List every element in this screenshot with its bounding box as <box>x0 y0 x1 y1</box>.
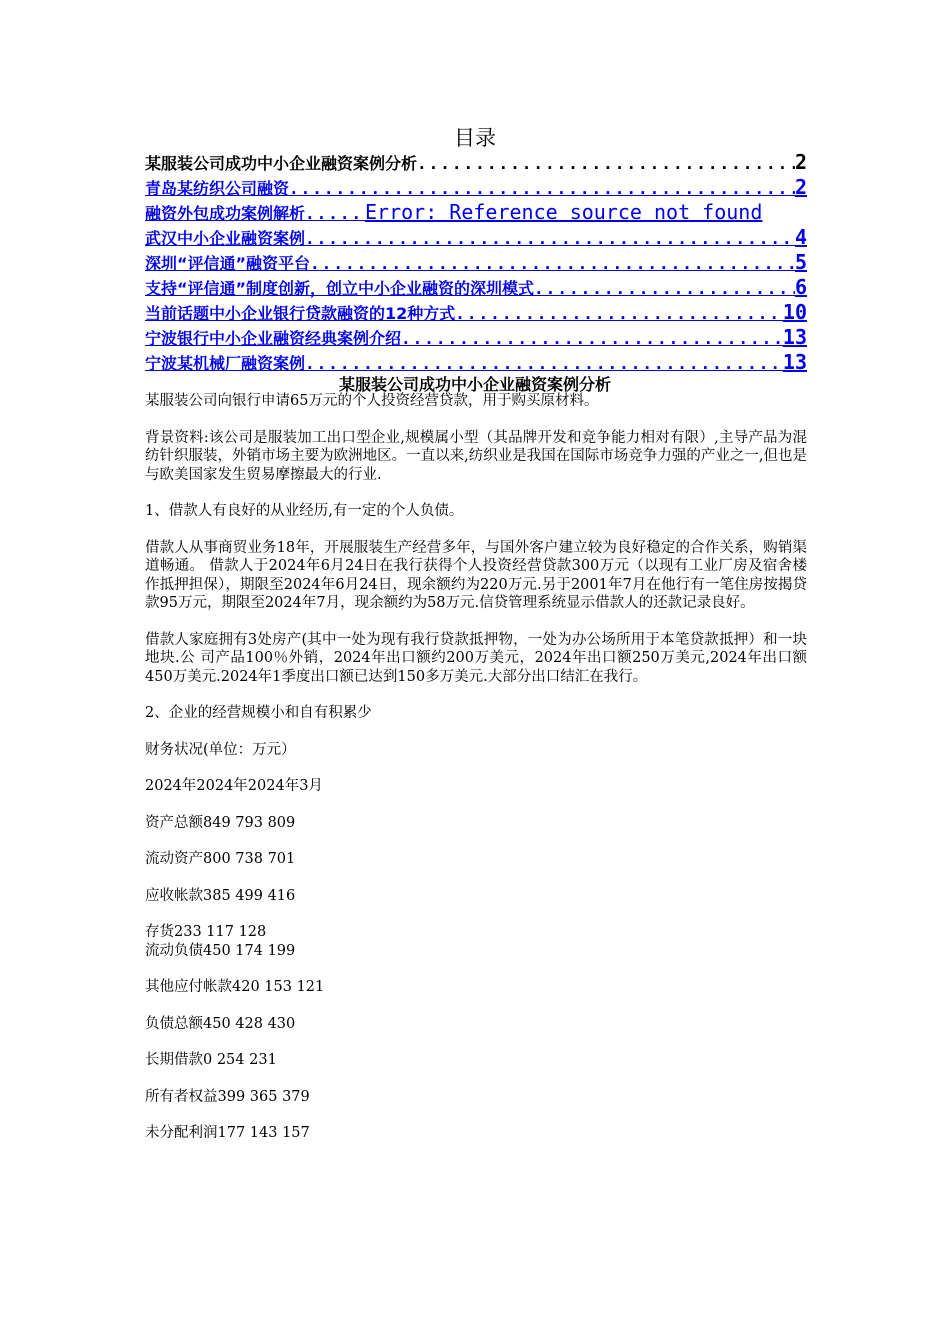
paragraph: 财务状况(单位：万元） <box>145 741 296 758</box>
toc-item-label: 武汉中小企业融资案例 <box>145 229 306 248</box>
financial-line: 流动资产800 738 701 <box>145 851 296 867</box>
toc-item-page: 5 <box>794 250 807 274</box>
toc-leader <box>305 204 365 223</box>
paragraph: 借款人从事商贸业务18年，开展服装生产经营多年，与国外客户建立较为良好稳定的合作关系，购销渠道畅通。 借款人于2024年6月24日在我行获得个人投资经营贷款300万元（以现有工业厂房及宿舍楼作抵押担保），期限至2024年6月24日，现余额约为220万元.另于2001年7月在他行有一笔住房按揭贷款95万元，期限至2024年7月，现余额约为58万元.信贷管理系统显示借款人的还款记录良好。 <box>145 539 807 611</box>
toc-item-label: 宁波某机械厂融资案例 <box>145 354 306 373</box>
toc-item-label: 融资外包成功案例解析 <box>145 204 306 223</box>
toc-title: 目录 <box>454 126 496 150</box>
toc-item[interactable] <box>145 150 807 175</box>
toc-leader <box>534 279 795 298</box>
financial-line: 其他应付帐款420 153 121 <box>145 979 325 995</box>
toc-item-page: 10 <box>782 300 807 324</box>
toc-item[interactable] <box>145 200 807 225</box>
financial-line: 未分配利润177 143 157 <box>145 1125 310 1141</box>
toc-item-label: 某服装公司成功中小企业融资案例分析 <box>145 154 418 173</box>
toc-item[interactable] <box>145 175 807 200</box>
toc-item-label: 支持“评信通”制度创新，创立中小企业融资的深圳模式 <box>145 279 535 298</box>
toc-item-page: Error: Reference source not found <box>365 200 763 224</box>
toc-leader <box>310 254 795 273</box>
toc-leader <box>305 229 795 248</box>
toc-leader <box>401 329 783 348</box>
paragraph: 背景资料:该公司是服装加工出口型企业,规模属小型（其品牌开发和竞争能力相对有限）,主导产品为混纺针织服装，外销市场主要为欧洲地区。一直以来,纺织业是我国在国际市场竞争力强的产业之一,但也是与欧美国家发生贸易摩擦最大的行业. <box>145 429 807 483</box>
paragraph: 某服装公司向银行申请65万元的个人投资经营贷款，用于购买原材料。 <box>145 393 599 409</box>
toc-item[interactable] <box>145 275 807 300</box>
toc-item-page: 2 <box>794 175 807 199</box>
toc-item[interactable] <box>145 250 807 275</box>
toc-item-label: 当前话题中小企业银行贷款融资的12种方式 <box>145 304 456 323</box>
toc-item-page: 2 <box>794 150 807 174</box>
toc-item-page: 13 <box>782 350 807 374</box>
section-body <box>145 392 807 1143</box>
toc-item-page: 4 <box>794 225 807 249</box>
toc-item[interactable] <box>145 300 807 325</box>
toc-item-page: 13 <box>782 325 807 349</box>
paragraph: 2、企业的经营规模小和自有积累少 <box>145 705 372 721</box>
financial-line: 流动负债450 174 199 <box>145 942 296 959</box>
toc-leader <box>305 354 783 373</box>
financial-line: 负债总额450 428 430 <box>145 1015 296 1032</box>
financial-line: 所有者权益399 365 379 <box>145 1088 310 1105</box>
toc-item-label: 深圳“评信通”融资平台 <box>145 254 311 273</box>
paragraph: 2024年2024年2024年3月 <box>145 778 323 794</box>
toc-item-page: 6 <box>794 275 807 299</box>
financial-line: 应收帐款385 499 416 <box>145 887 296 904</box>
section-heading: 某服装公司成功中小企业融资案例分析 <box>338 375 611 394</box>
financial-line: 长期借款0 254 231 <box>145 1052 277 1068</box>
toc-item[interactable] <box>145 325 807 350</box>
toc-leader <box>417 154 795 173</box>
financial-line: 存货233 117 128 <box>145 924 267 940</box>
toc-item[interactable] <box>145 225 807 250</box>
table-of-contents <box>145 150 807 375</box>
paragraph: 1、借款人有良好的从业经历,有一定的个人负债。 <box>145 503 464 519</box>
paragraph: 借款人家庭拥有3处房产(其中一处为现有我行贷款抵押物，一处为办公场所用于本笔贷款抵押）和一块地块.公 司产品100％外销，2024年出口额约200万美元，2024年出口额250万美元,2024年出口额450万美元.2024年1季度出口额已达到150多万美元.大部分出口结汇在我行。 <box>145 631 807 685</box>
financial-line: 资产总额849 793 809 <box>145 814 296 831</box>
toc-leader <box>289 179 795 198</box>
toc-item-label: 宁波银行中小企业融资经典案例介绍 <box>145 329 402 348</box>
toc-leader <box>455 304 783 323</box>
toc-item-label: 青岛某纺织公司融资 <box>145 179 290 198</box>
